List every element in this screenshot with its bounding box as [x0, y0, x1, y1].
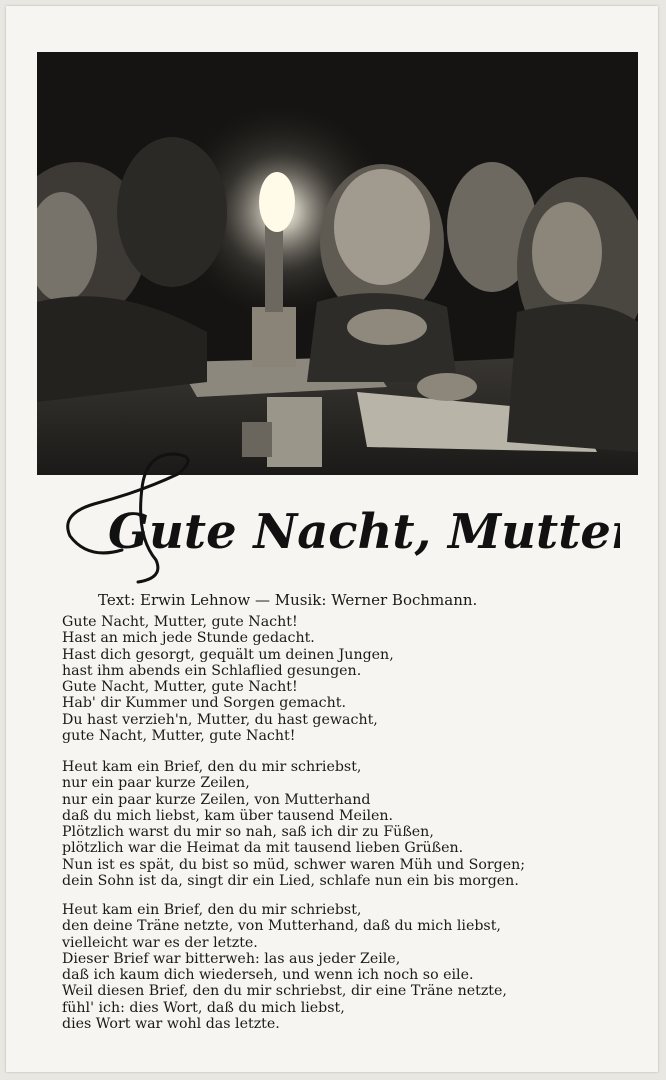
- song-title: [60, 452, 620, 592]
- lyric-line: plötzlich war die Heimat da mit tausend lieben Grüßen.: [62, 840, 464, 857]
- stanza-1: [62, 614, 622, 744]
- lyric-line: gute Nacht, Mutter, gute Nacht!: [62, 728, 296, 745]
- lyric-line: Du hast verzieh'n, Mutter, du hast gewacht,: [62, 711, 378, 728]
- lyric-line: Heut kam ein Brief, den du mir schriebst,: [62, 902, 362, 918]
- lyric-line: dein Sohn ist da, singt dir ein Lied, schlafe nun ein bis morgen.: [62, 873, 519, 890]
- lyric-line: nur ein paar kurze Zeilen, von Mutterhand: [62, 791, 371, 808]
- lyric-line: hast ihm abends ein Schlaflied gesungen.: [62, 662, 362, 679]
- lyric-line: vielleicht war es der letzte.: [62, 934, 258, 951]
- photo-soldiers-reading-by-lamplight: [37, 52, 638, 475]
- lyric-line: Hast dich gesorgt, gequält um deinen Jungen,: [62, 646, 394, 663]
- lyric-line: Weil diesen Brief, den du mir schriebst, dir eine Träne netzte,: [62, 983, 507, 1000]
- stanza-2: [62, 759, 622, 889]
- lyric-line: nur ein paar kurze Zeilen,: [62, 775, 250, 792]
- lyric-line: Nun ist es spät, du bist so müd, schwer waren Müh und Sorgen;: [62, 856, 526, 873]
- lyric-line: fühl' ich: dies Wort, daß du mich liebst,: [62, 999, 345, 1016]
- lyric-line: Dieser Brief war bitterweh: las aus jeder Zeile,: [62, 950, 401, 967]
- lyric-line: Gute Nacht, Mutter, gute Nacht!: [62, 679, 298, 696]
- stanza-3: [62, 902, 622, 1032]
- lyric-line: Plötzlich warst du mir so nah, saß ich dir zu Füßen,: [62, 824, 434, 841]
- photo-illustration: [37, 52, 638, 475]
- lyric-line: Hab' dir Kummer und Sorgen gemacht.: [62, 695, 346, 712]
- lyric-line: Gute Nacht, Mutter, gute Nacht!: [62, 614, 298, 630]
- lyric-line: Hast an mich jede Stunde gedacht.: [62, 630, 315, 647]
- song-title-script: [60, 452, 620, 592]
- lyric-line: daß du mich liebst, kam über tausend Meilen.: [62, 807, 394, 824]
- lyric-line: den deine Träne netzte, von Mutterhand, daß du mich liebst,: [62, 918, 501, 935]
- lyric-line: dies Wort war wohl das letzte.: [62, 1016, 280, 1033]
- lyric-line: Heut kam ein Brief, den du mir schriebst,: [62, 759, 362, 775]
- lyric-line: daß ich kaum dich wiederseh, und wenn ich noch so eile.: [62, 967, 474, 984]
- credits-line: Text: Erwin Lehnow — Musik: Werner Bochmann.: [98, 591, 478, 609]
- song-title-text: Gute Nacht, Mutter!: [108, 504, 620, 560]
